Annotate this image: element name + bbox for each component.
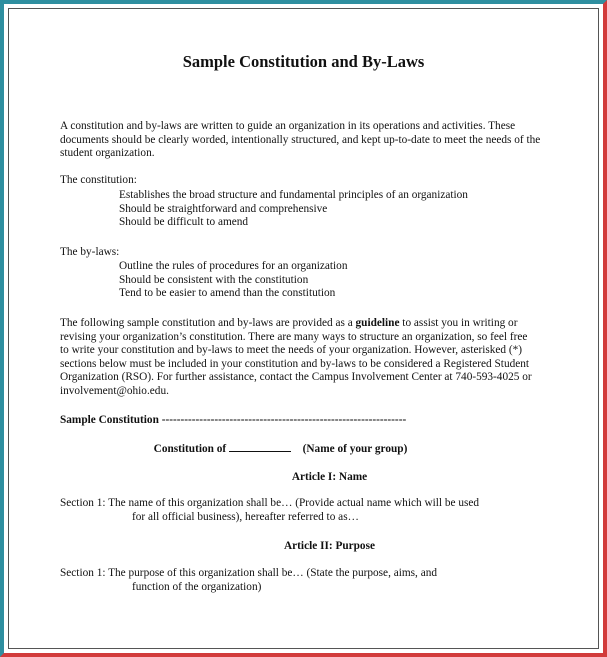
guideline-line: sections below must be included in your constitution and by-laws to be considered a Registered Student [60, 357, 530, 370]
bylaws-heading: The by-laws: [60, 246, 120, 258]
guideline-line: Organization (RSO). For further assistance, contact the Campus Involvement Center at 740-593-4025 or [60, 371, 532, 384]
guideline-line [60, 317, 560, 331]
section-line: Section 1: The purpose of this organization shall be… (State the purpose, aims, and [60, 567, 438, 579]
guideline-emphasis: guideline [355, 317, 400, 329]
article-1-heading: Article I: Name [291, 471, 368, 483]
intro-line: student organization. [60, 147, 155, 160]
guideline-text: The following sample constitution and by-laws are provided as a [60, 317, 356, 329]
list-item: Should be difficult to amend [119, 216, 249, 229]
article-1-section-1 [60, 497, 560, 524]
constitution-heading: The constitution: [60, 174, 137, 186]
intro-paragraph [60, 120, 560, 161]
list-item: Should be consistent with the constitution [119, 273, 309, 286]
constitution-of-hint: (Name of your group) [302, 443, 408, 455]
sample-constitution-heading: Sample Constitution ----------------------------------------------------------------- [60, 414, 407, 426]
list-item: Tend to be easier to amend than the constitution [119, 287, 336, 300]
list-item: Outline the rules of procedures for an organization [119, 260, 348, 272]
section-line: for all official business), hereafter referred to as… [132, 510, 359, 523]
document-title: Sample Constitution and By-Laws [182, 52, 425, 71]
section-line: function of the organization) [132, 580, 262, 593]
list-item: Establishes the broad structure and fundamental principles of an organization [119, 189, 468, 201]
article-2-section-1 [60, 567, 560, 594]
article-2-heading: Article II: Purpose [284, 540, 375, 552]
constitution-list [119, 189, 607, 230]
guideline-text: to assist you in writing or [399, 317, 518, 329]
list-item: Should be straightforward and comprehensive [119, 202, 328, 215]
constitution-of-line [0, 442, 584, 456]
group-name-blank [229, 442, 291, 452]
guideline-line: involvement@ohio.edu. [60, 384, 169, 397]
guideline-line: revising your organization’s constitution. There are many ways to structure an organization, so feel free [60, 330, 528, 343]
constitution-of-label: Constitution of [153, 443, 227, 455]
intro-line: A constitution and by-laws are written to guide an organization in its operations and activities. These [60, 120, 516, 132]
bylaws-list [119, 260, 607, 301]
intro-line: documents should be clearly worded, intentionally structured, and kept up-to-date to meet the needs of the [60, 133, 541, 146]
guideline-line: to write your constitution and by-laws to meet the needs of your organization. However, asterisked (*) [60, 344, 523, 357]
section-line: Section 1: The name of this organization shall be… (Provide actual name which will be used [60, 497, 480, 509]
guideline-paragraph [60, 317, 560, 399]
